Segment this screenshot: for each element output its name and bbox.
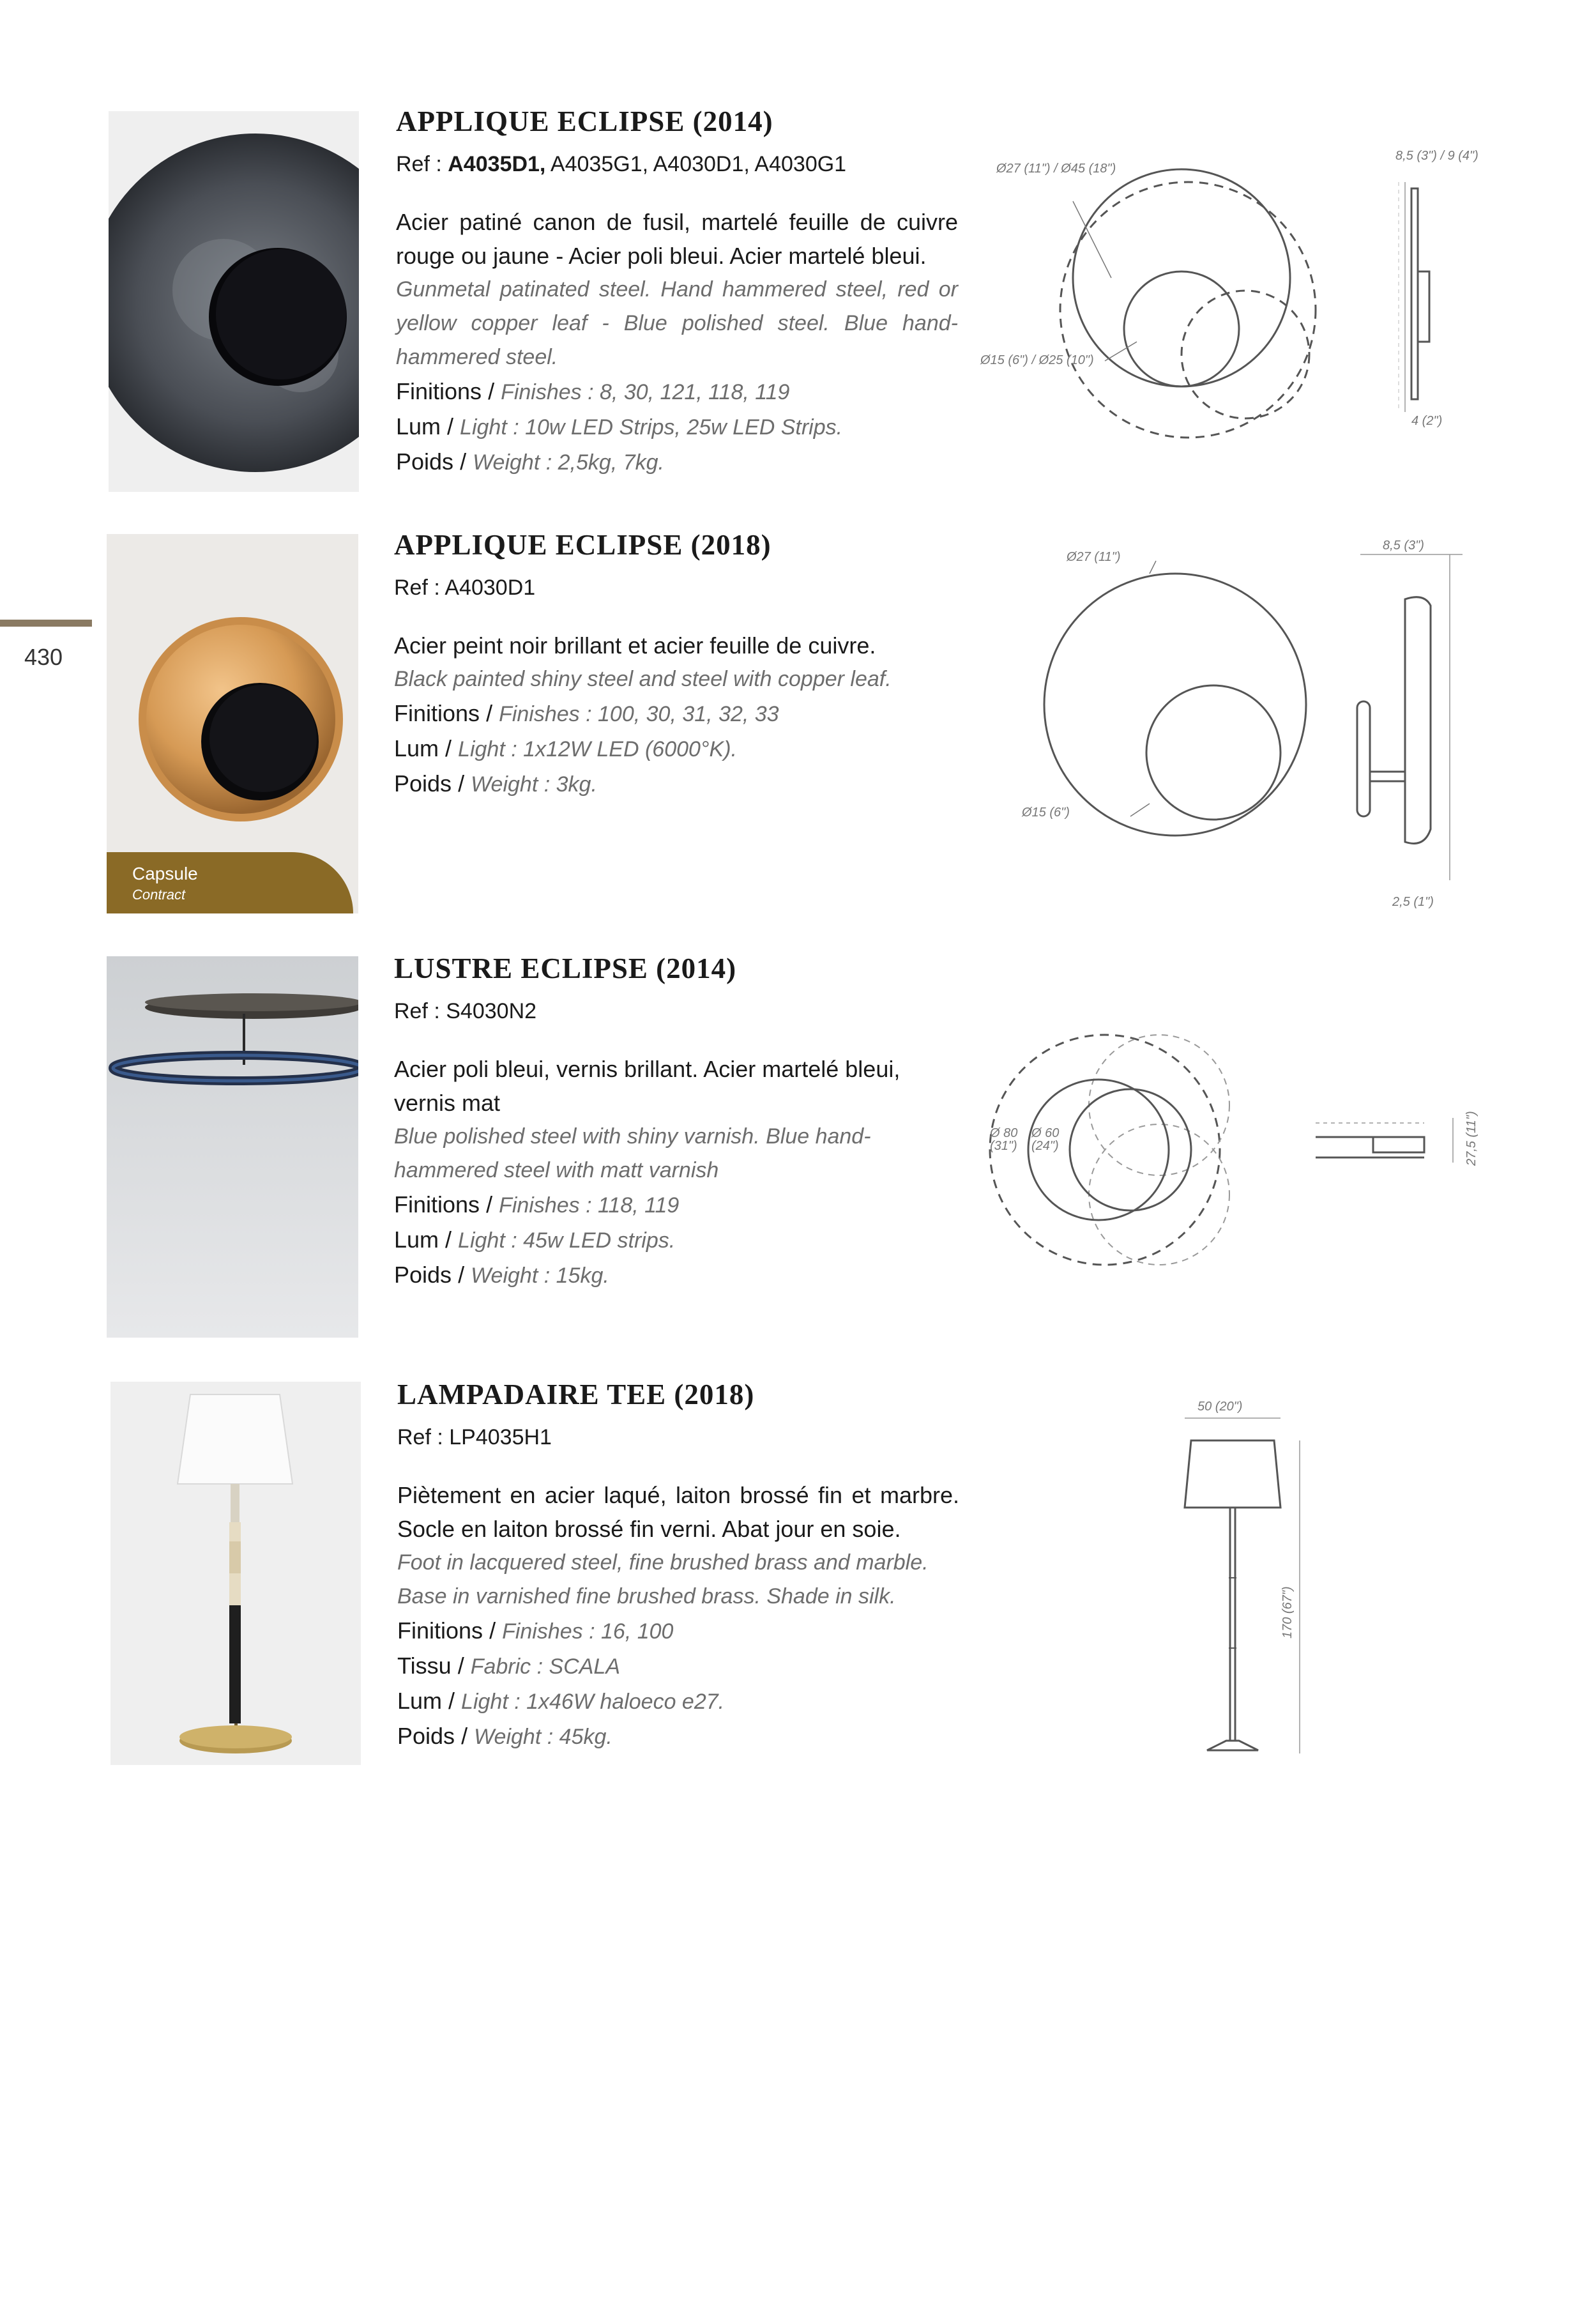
spec-light: Lum / Light : 1x46W haloeco e27. — [397, 1688, 725, 1714]
description-fr: Acier patiné canon de fusil, martelé feuille de cuivre rouge ou jaune - Acier poli bleui. Acier martelé bleui. — [396, 209, 958, 269]
dim-diameter-small: Ø15 (6") — [1022, 806, 1070, 820]
description-en: Foot in lacquered steel, fine brushed brass and marble. Base in varnished fine brushed brass. Shade in silk. — [397, 1550, 929, 1608]
page-number: 430 — [24, 644, 63, 670]
spec-finishes: Finitions / Finishes : 8, 30, 121, 118, 119 — [396, 378, 790, 404]
product-text-lustre-2014 — [394, 952, 956, 1293]
product-text-applique-2014 — [396, 105, 958, 480]
description-fr: Piètement en acier laqué, laiton brossé fin et marbre. Socle en laiton brossé fin verni. Abat jour en soie. — [397, 1482, 959, 1542]
product-ref: Ref : LP4035H1 — [397, 1425, 552, 1449]
description-fr: Acier poli bleui, vernis brillant. Acier martelé bleui, vernis mat — [394, 1056, 901, 1116]
dim-diameter-large-in: (31") — [990, 1139, 1017, 1153]
spec-finishes: Finitions / Finishes : 100, 30, 31, 32, 33 — [394, 700, 779, 726]
dim-diameter-large: Ø27 (11") — [1067, 550, 1121, 564]
product-ref: Ref : S4030N2 — [394, 999, 537, 1023]
spec-light: Lum / Light : 45w LED strips. — [394, 1226, 676, 1253]
dim-diameter-small: Ø 60 — [1031, 1126, 1060, 1140]
spec-weight: Poids / Weight : 3kg. — [394, 770, 597, 797]
product-title: LAMPADAIRE TEE (2018) — [397, 1379, 755, 1410]
product-title: APPLIQUE ECLIPSE (2014) — [396, 105, 773, 137]
product-text-lampadaire-2018 — [397, 1378, 959, 1754]
description-en: Black painted shiny steel and steel with copper leaf. — [394, 667, 892, 691]
spec-weight: Poids / Weight : 45kg. — [397, 1723, 612, 1749]
dim-height: 27,5 (11") — [1464, 1111, 1478, 1166]
technical-drawing-applique-2018 — [1003, 535, 1501, 919]
product-photo-lampadaire-2018 — [110, 1382, 361, 1765]
product-photo-lustre-2014 — [107, 956, 358, 1338]
spec-fabric: Tissu / Fabric : SCALA — [397, 1653, 621, 1679]
spec-light: Lum / Light : 10w LED Strips, 25w LED Strips. — [396, 413, 843, 439]
product-ref: Ref : A4035D1, A4035G1, A4030D1, A4030G1 — [396, 152, 847, 176]
description-fr: Acier peint noir brillant et acier feuille de cuivre. — [394, 632, 876, 659]
technical-drawing-lustre-2014 — [977, 1009, 1501, 1290]
dim-depth: 2,5 (1") — [1392, 895, 1434, 909]
dim-depth: 4 (2") — [1411, 414, 1443, 428]
dim-diameter-large: Ø27 (11") / Ø45 (18") — [996, 162, 1116, 176]
dim-diameter-small: Ø15 (6") / Ø25 (10") — [980, 353, 1094, 367]
page-tab-marker — [0, 620, 92, 627]
product-title: LUSTRE ECLIPSE (2014) — [394, 952, 737, 984]
spec-weight: Poids / Weight : 2,5kg, 7kg. — [396, 448, 664, 475]
dim-width: 50 (20") — [1197, 1400, 1243, 1414]
technical-drawing-lampadaire-2018 — [1143, 1393, 1373, 1769]
technical-drawing-applique-2014 — [977, 144, 1501, 450]
capsule-contract-badge: Capsule Contract — [107, 852, 353, 913]
product-photo-applique-2014 — [109, 111, 359, 492]
description-en: Gunmetal patinated steel. Hand hammered steel, red or yellow copper leaf - Blue polished steel. Blue hand-hammered steel. — [396, 277, 958, 369]
dim-diameter-small-in: (24") — [1031, 1139, 1059, 1153]
spec-light: Lum / Light : 1x12W LED (6000°K). — [394, 735, 737, 761]
description-en: Blue polished steel with shiny varnish. Blue hand-hammered steel with matt varnish — [394, 1124, 871, 1182]
dim-side: 8,5 (3") / 9 (4") — [1395, 149, 1478, 163]
product-ref: Ref : A4030D1 — [394, 576, 536, 600]
product-photo-applique-2018 — [107, 534, 358, 913]
product-text-applique-2018 — [394, 528, 956, 802]
product-title: APPLIQUE ECLIPSE (2018) — [394, 529, 771, 561]
spec-weight: Poids / Weight : 15kg. — [394, 1262, 609, 1288]
dim-height: 170 (67") — [1281, 1586, 1295, 1638]
spec-finishes: Finitions / Finishes : 118, 119 — [394, 1191, 680, 1218]
dim-diameter-large: Ø 80 — [990, 1126, 1018, 1140]
dim-side: 8,5 (3") — [1383, 538, 1424, 553]
spec-finishes: Finitions / Finishes : 16, 100 — [397, 1617, 674, 1644]
